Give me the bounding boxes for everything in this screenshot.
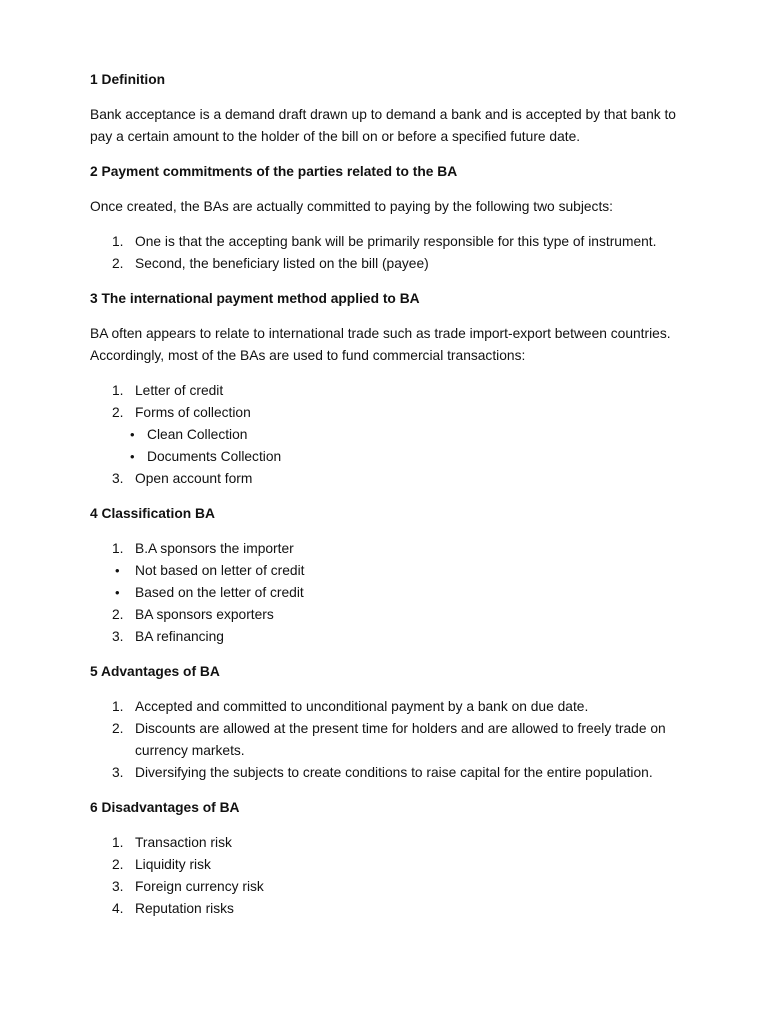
list-item bbox=[90, 832, 690, 854]
list-item bbox=[90, 854, 690, 876]
number-marker: 3. bbox=[112, 879, 124, 894]
list-item-text: Letter of credit bbox=[135, 383, 224, 398]
list-item-text: Documents Collection bbox=[147, 449, 282, 464]
list-item-text: B.A sponsors the importer bbox=[135, 541, 294, 556]
number-marker: 2. bbox=[112, 857, 124, 872]
list bbox=[90, 538, 690, 648]
list-item bbox=[90, 762, 690, 784]
section bbox=[90, 288, 690, 490]
list-item-text: Transaction risk bbox=[135, 835, 232, 850]
list bbox=[90, 380, 690, 490]
section-heading: 1 Definition bbox=[90, 72, 166, 87]
list-item bbox=[90, 604, 690, 626]
number-marker: 2. bbox=[112, 256, 124, 271]
paragraph: Bank acceptance is a demand draft drawn up to demand a bank and is accepted by that bank to pay a certain amount to the holder of the bill on or before a specified future date. bbox=[90, 107, 676, 144]
list-item-text: Not based on letter of credit bbox=[135, 563, 305, 578]
list-item-text: Second, the beneficiary listed on the bill (payee) bbox=[135, 256, 429, 271]
number-marker: 1. bbox=[112, 383, 124, 398]
list-item bbox=[90, 718, 690, 762]
document-page bbox=[90, 69, 690, 933]
number-marker: 1. bbox=[112, 234, 124, 249]
paragraph: Once created, the BAs are actually committed to paying by the following two subjects: bbox=[90, 199, 614, 214]
list-item-text: BA refinancing bbox=[135, 629, 224, 644]
section bbox=[90, 797, 690, 920]
bullet-marker: • bbox=[130, 449, 135, 464]
section bbox=[90, 69, 690, 148]
section-heading: 6 Disadvantages of BA bbox=[90, 800, 240, 815]
list-item bbox=[90, 696, 690, 718]
number-marker: 2. bbox=[112, 721, 124, 736]
list-item bbox=[90, 538, 690, 560]
list-item-text: Open account form bbox=[135, 471, 253, 486]
list-item bbox=[90, 898, 690, 920]
section bbox=[90, 661, 690, 784]
list-item-text: Foreign currency risk bbox=[135, 879, 264, 894]
list-item-text: Accepted and committed to unconditional payment by a bank on due date. bbox=[135, 699, 589, 714]
number-marker: 1. bbox=[112, 835, 124, 850]
list-item bbox=[90, 253, 690, 275]
list-item bbox=[90, 560, 690, 582]
number-marker: 2. bbox=[112, 405, 124, 420]
list bbox=[90, 832, 690, 920]
number-marker: 1. bbox=[112, 541, 124, 556]
section-heading: 3 The international payment method applied to BA bbox=[90, 291, 420, 306]
section bbox=[90, 503, 690, 648]
number-marker: 3. bbox=[112, 471, 124, 486]
section-heading: 4 Classification BA bbox=[90, 506, 215, 521]
list-item-text: BA sponsors exporters bbox=[135, 607, 274, 622]
bullet-marker: • bbox=[115, 563, 120, 578]
list bbox=[90, 696, 690, 784]
number-marker: 4. bbox=[112, 901, 124, 916]
section-heading: 5 Advantages of BA bbox=[90, 664, 220, 679]
section bbox=[90, 161, 690, 275]
list-item bbox=[90, 402, 690, 424]
list-item-text: Clean Collection bbox=[147, 427, 248, 442]
bullet-marker: • bbox=[130, 427, 135, 442]
list-item bbox=[90, 582, 690, 604]
list-item bbox=[90, 468, 690, 490]
section-heading: 2 Payment commitments of the parties related to the BA bbox=[90, 164, 458, 179]
list-item bbox=[90, 876, 690, 898]
list-item-text: Discounts are allowed at the present time for holders and are allowed to freely trade on currency markets. bbox=[135, 721, 666, 758]
bullet-marker: • bbox=[115, 585, 120, 600]
list-item bbox=[90, 231, 690, 253]
list-item-text: Liquidity risk bbox=[135, 857, 211, 872]
list-item bbox=[90, 446, 690, 468]
paragraph: BA often appears to relate to international trade such as trade import-export between countries. Accordingly, most of the BAs are used to fund commercial transactions: bbox=[90, 326, 671, 363]
list-item bbox=[90, 626, 690, 648]
list-item-text: Reputation risks bbox=[135, 901, 234, 916]
list bbox=[90, 231, 690, 275]
number-marker: 1. bbox=[112, 699, 124, 714]
list-item-text: Based on the letter of credit bbox=[135, 585, 304, 600]
number-marker: 3. bbox=[112, 765, 124, 780]
list-item bbox=[90, 380, 690, 402]
list-item-text: Forms of collection bbox=[135, 405, 251, 420]
number-marker: 3. bbox=[112, 629, 124, 644]
list-item-text: One is that the accepting bank will be primarily responsible for this type of instrument. bbox=[135, 234, 657, 249]
number-marker: 2. bbox=[112, 607, 124, 622]
list-item-text: Diversifying the subjects to create conditions to raise capital for the entire population. bbox=[135, 765, 653, 780]
list-item bbox=[90, 424, 690, 446]
